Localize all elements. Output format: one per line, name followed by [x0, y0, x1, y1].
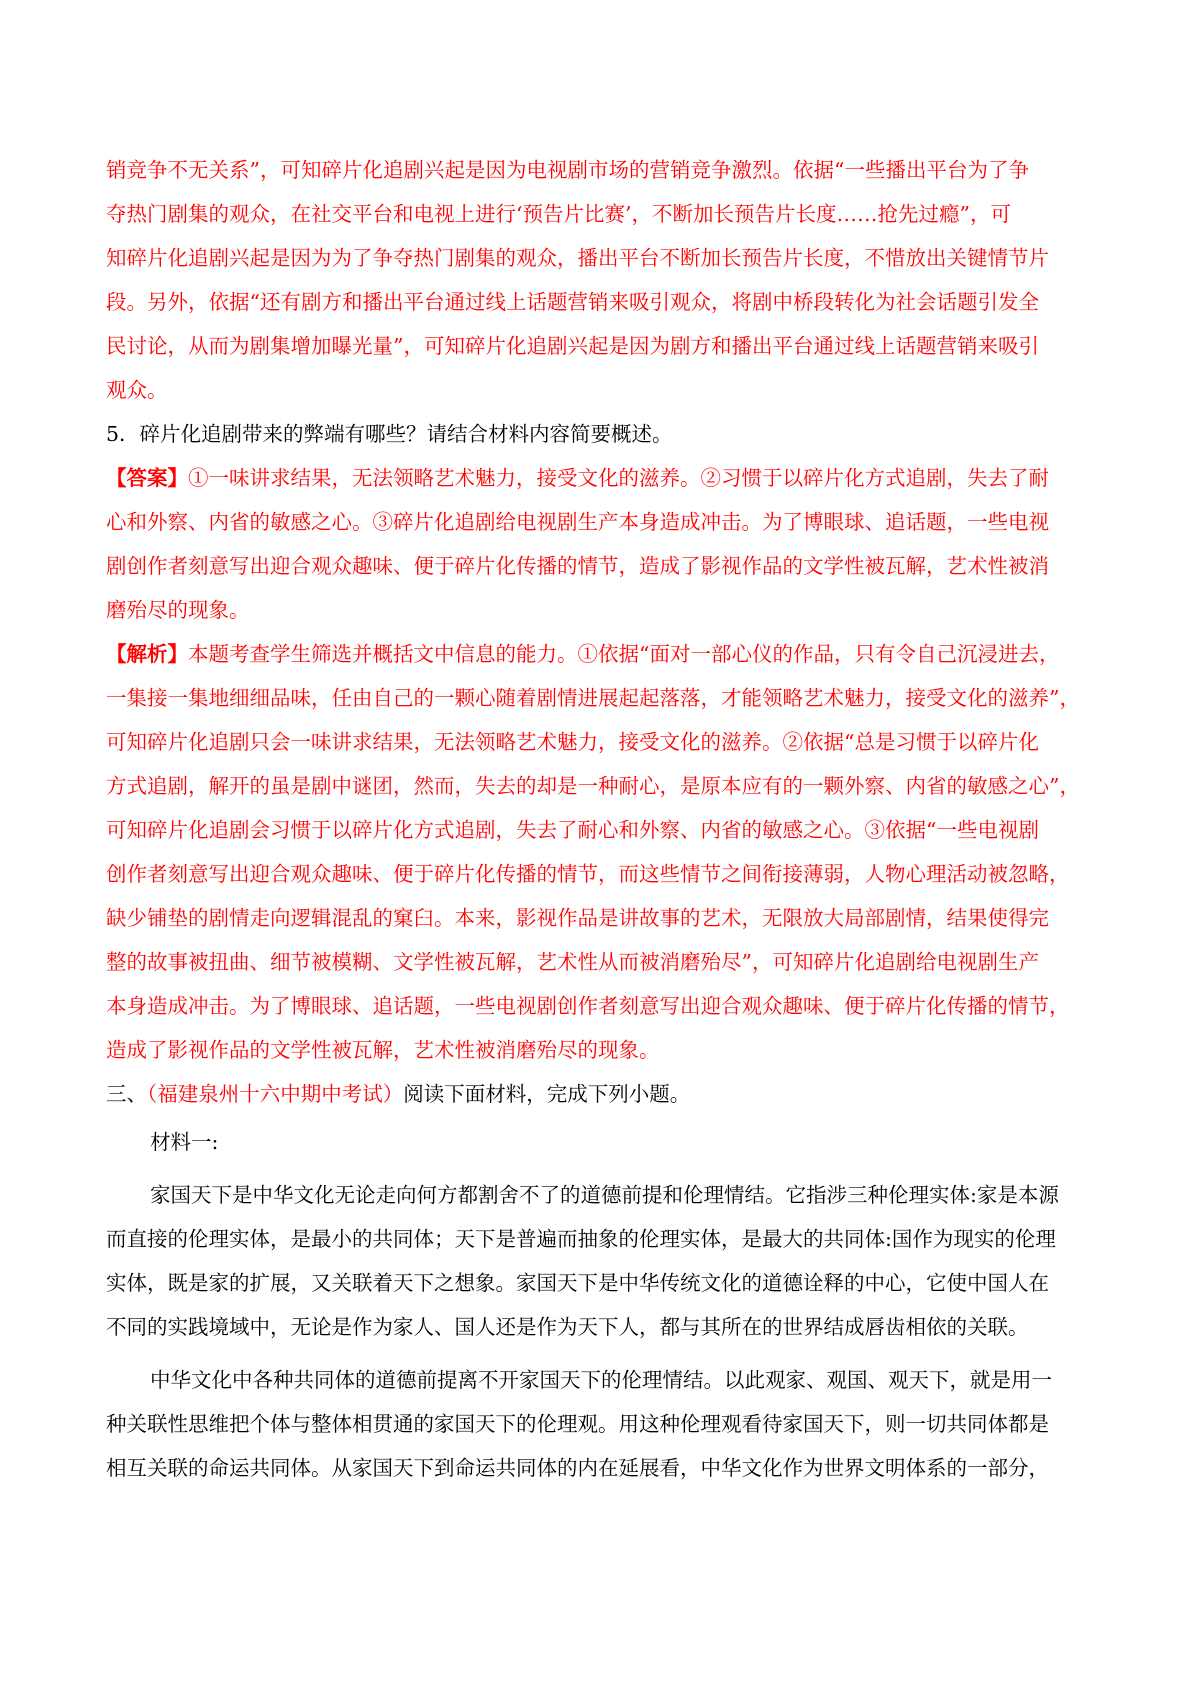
- analysis-line: 创作者刻意写出迎合观众趣味、便于碎片化传播的情节，而这些情节之间衔接薄弱，人物心理活动被忽略，: [106, 862, 1070, 886]
- analysis-continuation-line: 段。另外，依据“还有剧方和播出平台通过线上话题营销来吸引观众，将剧中桥段转化为社会话题引发全: [106, 290, 1039, 314]
- analysis-continuation-line: 夺热门剧集的观众，在社交平台和电视上进行‘预告片比赛’，不断加长预告片长度……抢先过瘾”，可: [106, 202, 1012, 226]
- analysis-continuation-line: 民讨论，从而为剧集增加曝光量”，可知碎片化追剧兴起是因为剧方和播出平台通过线上话题营销来吸引: [106, 334, 1039, 358]
- analysis-line: 方式追剧，解开的虽是剧中谜团，然而，失去的却是一种耐心，是原本应有的一颗外察、内省的敏感之心”，: [106, 774, 1080, 798]
- material-paragraph-line: 家国天下是中华文化无论走向何方都割舍不了的道德前提和伦理情结。它指涉三种伦理实体:家是本源: [150, 1183, 1059, 1207]
- material-title: 材料一:: [150, 1130, 219, 1154]
- material-paragraph-line: 实体，既是家的扩展，又关联着天下之想象。家国天下是中华传统文化的道德诠释的中心，它使中国人在: [106, 1271, 1049, 1295]
- analysis-line: 造成了影视作品的文学性被瓦解，艺术性被消磨殆尽的现象。: [106, 1038, 660, 1062]
- answer-line: 心和外察、内省的敏感之心。③碎片化追剧给电视剧生产本身造成冲击。为了博眼球、追话题，一些电视: [106, 510, 1049, 534]
- analysis-continuation-line: 观众。: [106, 378, 168, 402]
- section-3-prefix: 三、: [106, 1082, 147, 1106]
- answer-line: 磨殆尽的现象。: [106, 598, 250, 622]
- material-paragraph-line: 种关联性思维把个体与整体相贯通的家国天下的伦理观。用这种伦理观看待家国天下，则一切共同体都是: [106, 1412, 1049, 1436]
- analysis-continuation-line: 销竞争不无关系”，可知碎片化追剧兴起是因为电视剧市场的营销竞争激烈。依据“一些播出平台为了争: [106, 158, 1029, 182]
- section-3-source: （福建泉州十六中期中考试）: [147, 1082, 404, 1106]
- answer-tag: 【答案】: [106, 466, 188, 490]
- analysis-text: 本题考查学生筛选并概括文中信息的能力。①依据“面对一部心仪的作品，只有令自己沉浸进去，: [188, 642, 1060, 666]
- analysis-line: 可知碎片化追剧会习惯于以碎片化方式追剧，失去了耐心和外察、内省的敏感之心。③依据“一些电视剧: [106, 818, 1039, 842]
- material-paragraph-line: 而直接的伦理实体，是最小的共同体；天下是普遍而抽象的伦理实体，是最大的共同体:国作为现实的伦理: [106, 1227, 1056, 1251]
- answer-line: [106, 458, 1106, 498]
- analysis-line: 一集接一集地细细品味，任由自己的一颗心随着剧情进展起起落落，才能领略艺术魅力，接受文化的滋养”，: [106, 686, 1080, 710]
- answer-text: ①一味讲求结果，无法领略艺术魅力，接受文化的滋养。②习惯于以碎片化方式追剧，失去了耐: [188, 466, 1049, 490]
- analysis-line: 整的故事被扭曲、细节被模糊、文学性被瓦解，艺术性从而被消磨殆尽”，可知碎片化追剧给电视剧生产: [106, 950, 1039, 974]
- section-3-heading: [106, 1074, 1106, 1114]
- analysis-tag: 【解析】: [106, 642, 188, 666]
- question-5: 5．碎片化追剧带来的弊端有哪些？请结合材料内容简要概述。: [106, 422, 673, 446]
- analysis-line: 本身造成冲击。为了博眼球、追话题，一些电视剧创作者刻意写出迎合观众趣味、便于碎片化传播的情节，: [106, 994, 1070, 1018]
- material-paragraph-line: 相互关联的命运共同体。从家国天下到命运共同体的内在延展看，中华文化作为世界文明体系的一部分，: [106, 1456, 1049, 1480]
- analysis-line: 可知碎片化追剧只会一味讲求结果，无法领略艺术魅力，接受文化的滋养。②依据“总是习惯于以碎片化: [106, 730, 1039, 754]
- section-3-instruction: 阅读下面材料，完成下列小题。: [403, 1082, 691, 1106]
- material-paragraph-line: 不同的实践境域中，无论是作为家人、国人还是作为天下人，都与其所在的世界结成唇齿相依的关联。: [106, 1315, 1029, 1339]
- answer-line: 剧创作者刻意写出迎合观众趣味、便于碎片化传播的情节，造成了影视作品的文学性被瓦解，艺术性被消: [106, 554, 1049, 578]
- material-paragraph-line: 中华文化中各种共同体的道德前提离不开家国天下的伦理情结。以此观家、观国、观天下，就是用一: [150, 1368, 1052, 1392]
- analysis-line: [106, 634, 1106, 674]
- analysis-line: 缺少铺垫的剧情走向逻辑混乱的窠臼。本来，影视作品是讲故事的艺术，无限放大局部剧情，结果使得完: [106, 906, 1049, 930]
- analysis-continuation-line: 知碎片化追剧兴起是因为为了争夺热门剧集的观众，播出平台不断加长预告片长度，不惜放出关键情节片: [106, 246, 1049, 270]
